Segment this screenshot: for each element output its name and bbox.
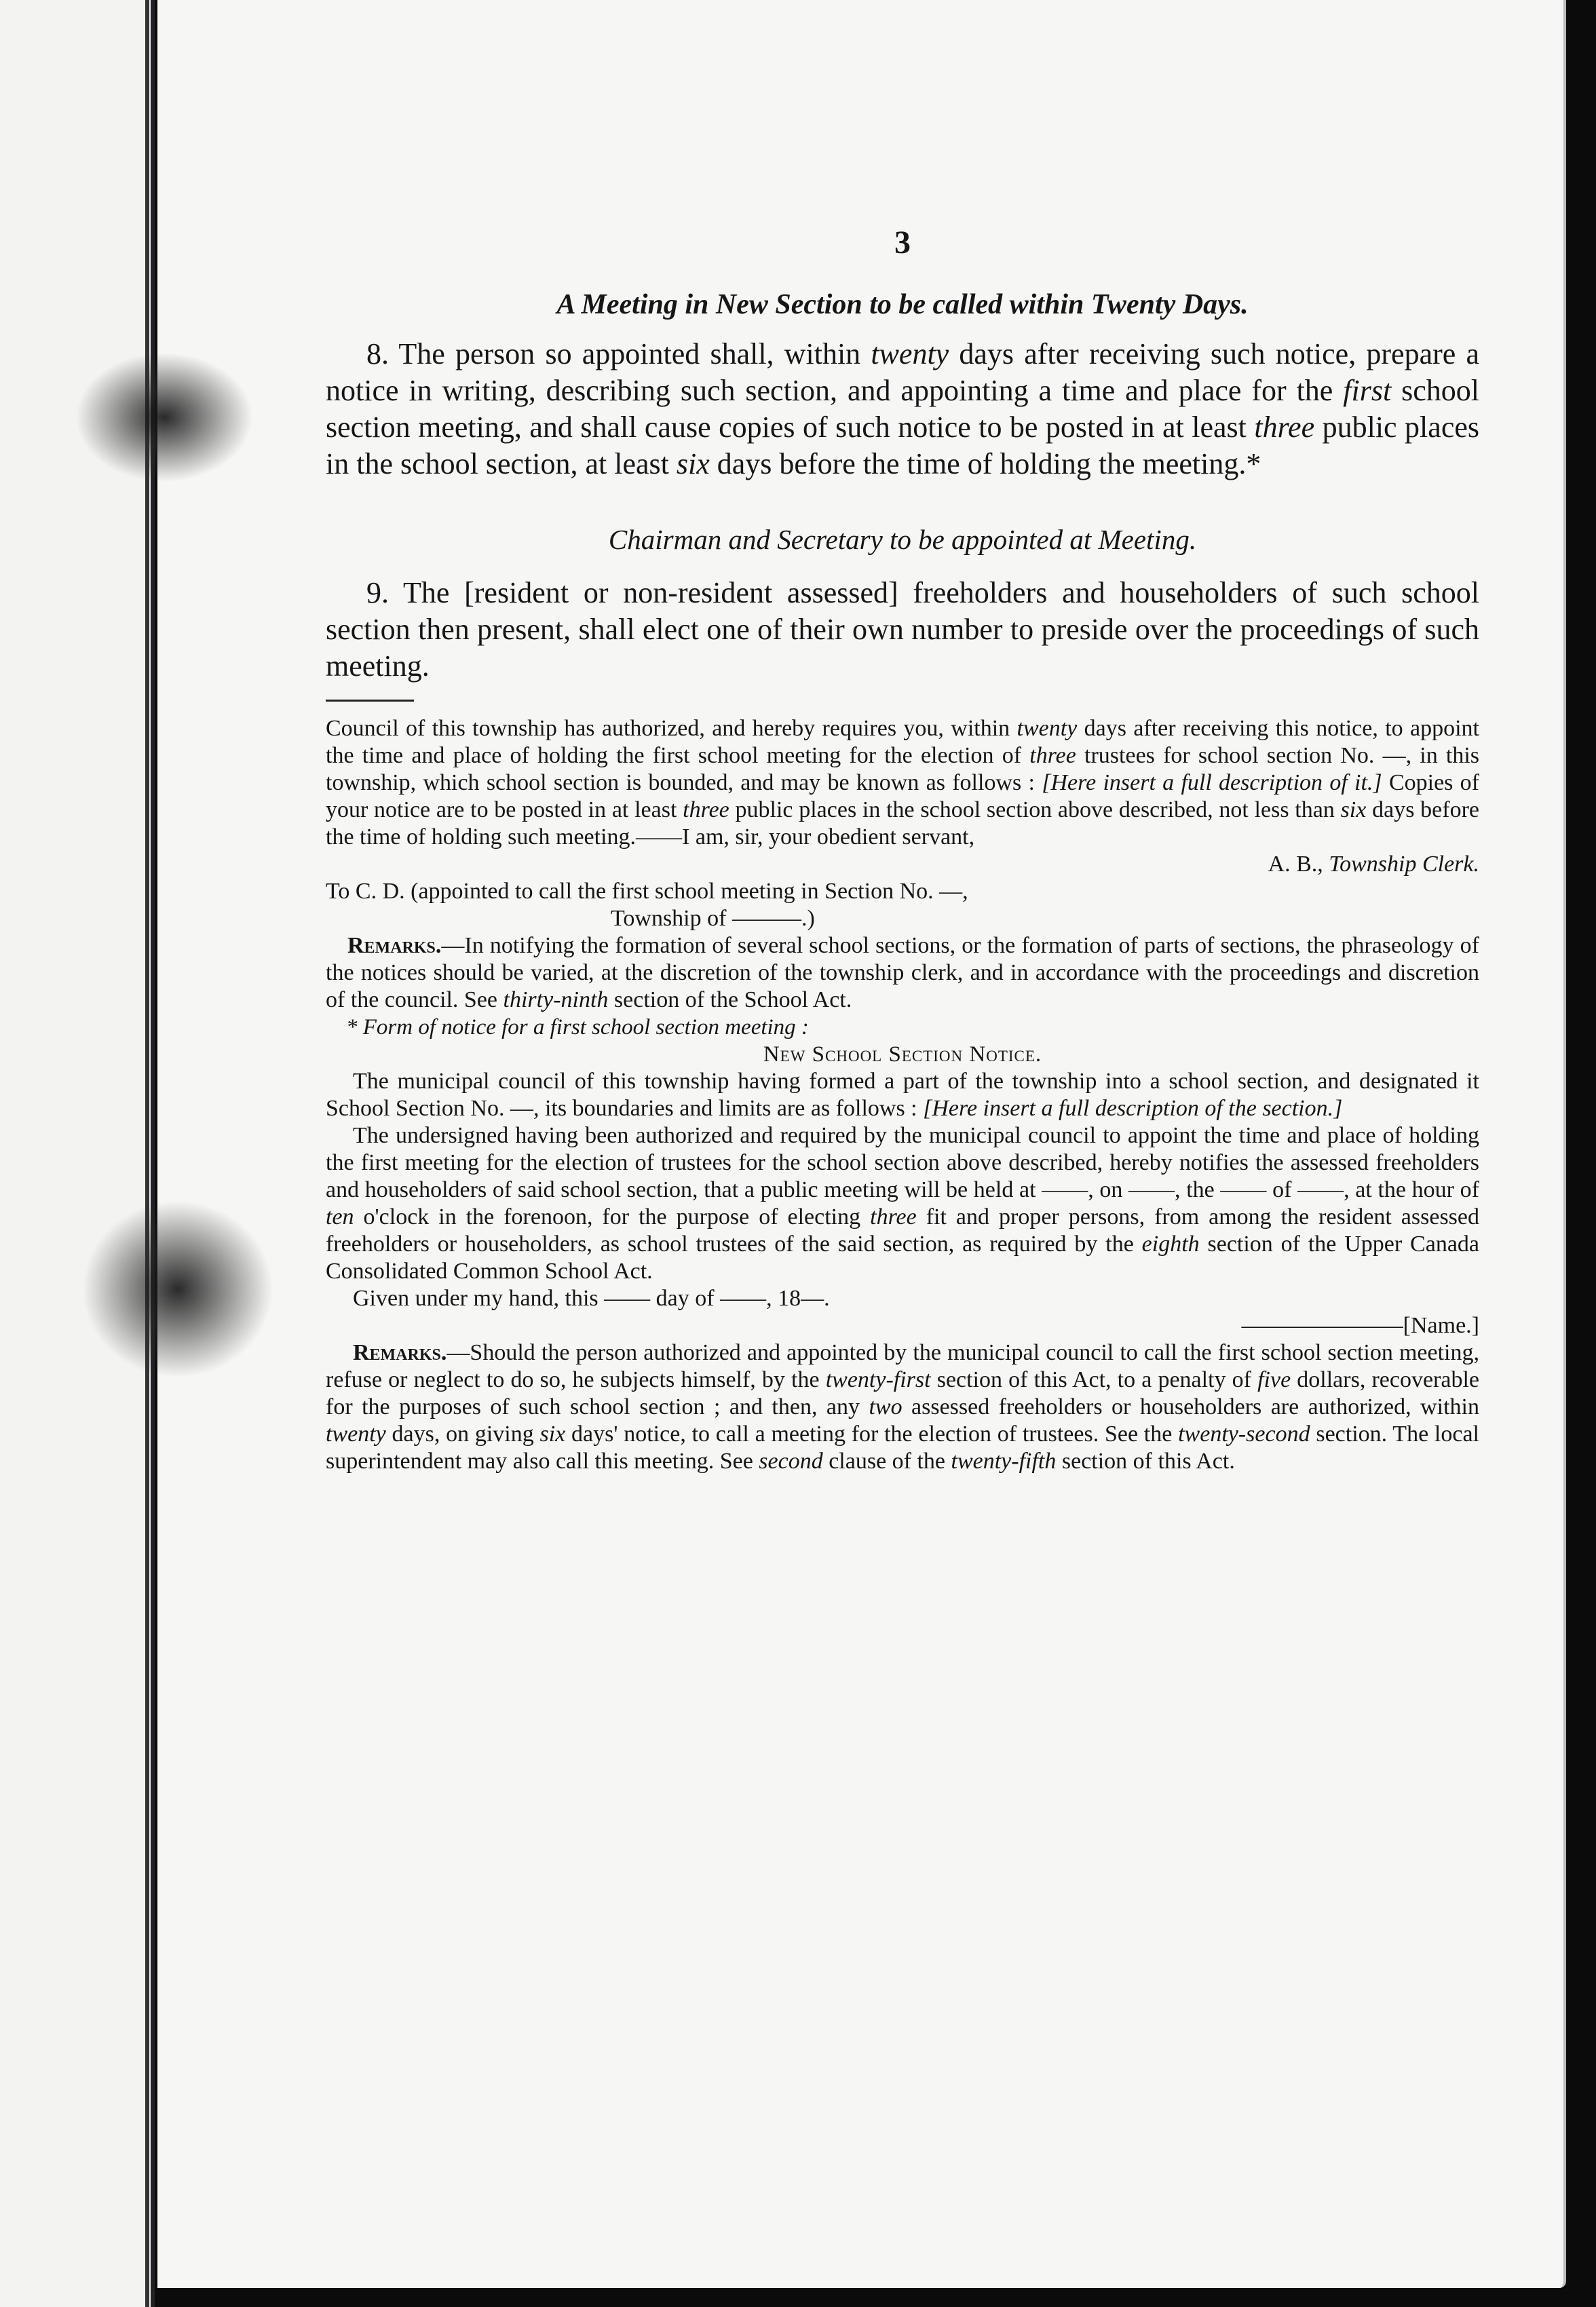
italic-text: six bbox=[1340, 797, 1367, 822]
italic-text: twenty-fifth bbox=[951, 1449, 1057, 1474]
text: days after receiving such notice, prepare a notice in writing, describing such section, and appointing a time and place for the bbox=[326, 337, 1479, 407]
italic-text: two bbox=[869, 1394, 902, 1419]
paragraph-9 bbox=[326, 575, 1479, 685]
text: The person so appointed shall, within bbox=[389, 337, 871, 370]
text: section of this Act. bbox=[1056, 1449, 1235, 1474]
document-page bbox=[157, 0, 1566, 2288]
italic-text: [Here insert a full description of the section.] bbox=[923, 1096, 1343, 1121]
page-number: 3 bbox=[894, 225, 911, 261]
text: section of the Upper Canada Consolidated Common School Act. bbox=[326, 1232, 1479, 1284]
paragraph-number: 9. bbox=[366, 576, 389, 609]
remarks-label: Remarks. bbox=[347, 933, 442, 958]
text: The [resident or non-resident assessed] freeholders and householders of such school section then present, shall elect one of their own number to preside over the proceedings of such meeting. bbox=[326, 576, 1479, 683]
text: section of the School Act. bbox=[608, 987, 852, 1012]
paragraph-number: 8. bbox=[366, 337, 389, 370]
subheading: Chairman and Secretary to be appointed at Meeting. bbox=[608, 524, 1197, 555]
text: The municipal council of this township having formed a part of the township into a school section, and designated it School Section No. —, its boundaries and limits are as follows : bbox=[326, 1069, 1479, 1121]
italic-text: three bbox=[1029, 743, 1076, 768]
signature-title: Township Clerk. bbox=[1329, 852, 1479, 877]
footnote-letter bbox=[326, 715, 1479, 851]
italic-text: twenty-first bbox=[825, 1367, 931, 1392]
given-line: Given under my hand, this —— day of ——, 18—. bbox=[353, 1286, 830, 1311]
text: —In notifying the formation of several school sections, or the formation of parts of sections, the phraseology of the notices should be varied, at the discretion of the township clerk, and in accordance with the proceedings and discretion of the council. See bbox=[326, 933, 1479, 1012]
italic-text: three bbox=[1254, 411, 1315, 444]
text: dollars, recoverable for the purposes of such school section ; and then, any bbox=[326, 1367, 1479, 1419]
page-content bbox=[326, 224, 1479, 1475]
text: clause of the bbox=[822, 1449, 951, 1474]
remarks-label: Remarks. bbox=[353, 1340, 447, 1365]
addressee-line-2: Township of ———.) bbox=[611, 906, 815, 931]
name-line: ———————[Name.] bbox=[1241, 1313, 1479, 1338]
text: Copies of your notice are to be posted in at least bbox=[326, 770, 1479, 822]
text: The undersigned having been authorized and required by the municipal council to appoint the time and place of holding the first meeting for the election of trustees for the school section above described, hereby notifies the assessed freeholders and householders of said school section, that a public meeting will be held at ——, on ——, the —— of ——, at the hour of bbox=[326, 1123, 1479, 1202]
binding-edge bbox=[145, 0, 149, 2307]
italic-text: six bbox=[676, 447, 710, 480]
facing-page-edge bbox=[0, 0, 155, 2307]
italic-text: twenty bbox=[871, 337, 949, 370]
text: trustees for school section No. —, in this township, which school section is bounded, and may be known as follows : bbox=[326, 743, 1480, 795]
signature-name: A. B., bbox=[1268, 852, 1329, 877]
text: Council of this township has authorized, and hereby requires you, within bbox=[326, 716, 1017, 741]
notice-title: New School Section Notice. bbox=[763, 1042, 1042, 1067]
text: public places in the school section, at least bbox=[326, 411, 1479, 480]
italic-text: eighth bbox=[1141, 1232, 1200, 1257]
text: public places in the school section above described, not less than bbox=[729, 797, 1341, 822]
italic-text: first bbox=[1343, 374, 1392, 407]
signature bbox=[326, 851, 1479, 878]
notice-paragraph-1 bbox=[326, 1068, 1479, 1122]
italic-text: twenty bbox=[326, 1422, 386, 1447]
text: —Should the person authorized and appointed by the municipal council to call the first school section meeting, refuse or neglect to do so, he subjects himself, by the bbox=[326, 1340, 1479, 1392]
section-heading: A Meeting in New Section to be called within Twenty Days. bbox=[556, 289, 1249, 320]
italic-text: three bbox=[870, 1204, 917, 1229]
text: school section meeting, and shall cause copies of such notice to be posted in at least bbox=[326, 374, 1479, 444]
text: section. The local superintendent may also call this meeting. See bbox=[326, 1422, 1479, 1474]
italic-text: twenty-second bbox=[1178, 1422, 1310, 1447]
addressee-line: To C. D. (appointed to call the first school meeting in Section No. —, bbox=[326, 879, 968, 904]
italic-text: [Here insert a full description of it.] bbox=[1042, 770, 1382, 795]
notice-paragraph-2 bbox=[326, 1122, 1479, 1285]
text: days before the time of holding such meeting.——I am, sir, your obedient servant, bbox=[326, 797, 1479, 850]
remarks-2 bbox=[326, 1339, 1479, 1475]
italic-text: twenty bbox=[1016, 716, 1078, 741]
text: days, on giving bbox=[385, 1422, 540, 1447]
text: section of this Act, to a penalty of bbox=[930, 1367, 1258, 1392]
paragraph-8 bbox=[326, 336, 1479, 482]
ink-smudge bbox=[76, 353, 252, 482]
italic-text: five bbox=[1257, 1367, 1291, 1392]
text: fit and proper persons, from among the resident assessed freeholders or householders, as school trustees of the said section, as required by the bbox=[326, 1204, 1479, 1257]
italic-text: three bbox=[683, 797, 729, 822]
text: days' notice, to call a meeting for the election of trustees. See the bbox=[565, 1422, 1179, 1447]
italic-text: six bbox=[539, 1422, 566, 1447]
italic-text: ten bbox=[326, 1204, 354, 1229]
footnote-block bbox=[326, 715, 1479, 1475]
remarks-1 bbox=[326, 932, 1479, 1014]
text: days after receiving this notice, to appoint the time and place of holding the first school meeting for the election of bbox=[326, 716, 1479, 768]
italic-text: second bbox=[759, 1449, 823, 1474]
form-heading: * Form of notice for a first school section meeting : bbox=[346, 1015, 809, 1040]
italic-text: thirty-ninth bbox=[503, 987, 609, 1012]
text: days before the time of holding the meeting.* bbox=[709, 447, 1261, 480]
footnote-rule bbox=[326, 700, 414, 702]
text: o'clock in the forenoon, for the purpose of electing bbox=[354, 1204, 871, 1229]
ink-smudge bbox=[83, 1201, 273, 1377]
text: assessed freeholders or householders are authorized, within bbox=[902, 1394, 1479, 1419]
